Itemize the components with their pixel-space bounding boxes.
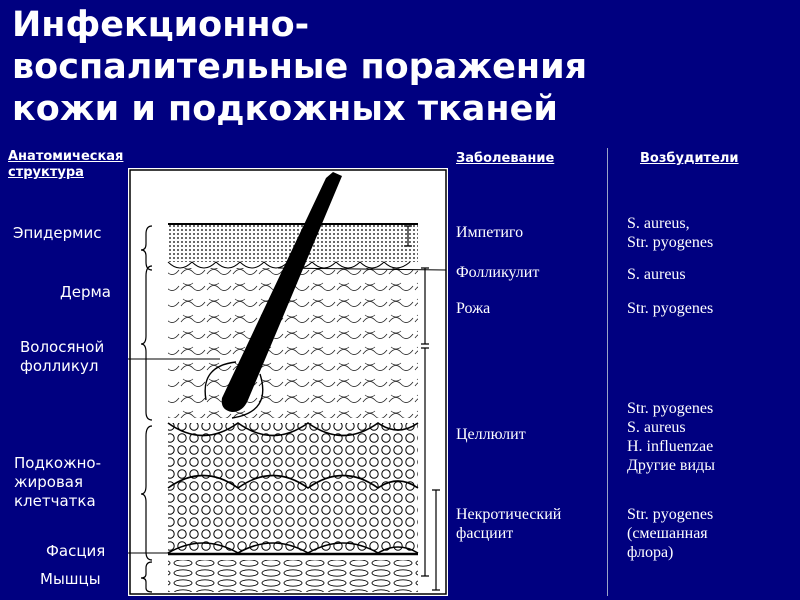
skin-cross-section-illustration bbox=[128, 168, 448, 596]
pathogens-necrotizing-fasciitis bbox=[627, 505, 713, 562]
header-anatomy-line-1: Анатомическая bbox=[8, 149, 124, 164]
title-line-2: воспалительные поражения bbox=[12, 47, 588, 87]
pathogens-folliculitis bbox=[627, 265, 686, 284]
disease-impetigo-line-1: Импетиго bbox=[456, 224, 524, 241]
disease-cellulitis bbox=[456, 425, 526, 444]
disease-erysipelas bbox=[456, 299, 490, 318]
disease-folliculitis bbox=[456, 263, 539, 282]
label-subcutaneous-fat-line-2: жировая bbox=[14, 473, 84, 491]
header-anatomy-line-2: структура bbox=[8, 165, 84, 180]
disease-folliculitis-line-1: Фолликулит bbox=[456, 264, 540, 281]
disease-cellulitis-line-1: Целлюлит bbox=[456, 426, 526, 443]
label-dermis: Дерма bbox=[60, 283, 111, 301]
disease-necrotizing-fasciitis-line-2: фасциит bbox=[456, 525, 514, 542]
title-line-3: кожи и подкожных тканей bbox=[12, 89, 558, 129]
pathogens-cellulitis bbox=[627, 399, 715, 475]
label-muscles: Мышцы bbox=[40, 570, 101, 588]
pathogens-necrotizing-fasciitis-line-1: Str. pyogenes bbox=[627, 506, 714, 523]
pathogens-necrotizing-fasciitis-line-3: флора) bbox=[627, 544, 674, 561]
pathogens-cellulitis-line-3: H. influenzae bbox=[627, 438, 714, 455]
pathogens-impetigo-line-2: Str. pyogenes bbox=[627, 234, 714, 251]
pathogens-impetigo-line-1: S. aureus, bbox=[627, 215, 690, 232]
header-anatomy bbox=[8, 149, 123, 181]
pathogens-cellulitis-line-4: Другие виды bbox=[627, 457, 715, 474]
label-subcutaneous-fat bbox=[14, 454, 101, 511]
label-hair-follicle bbox=[20, 338, 104, 376]
pathogens-folliculitis-line-1: S. aureus bbox=[627, 266, 686, 283]
page-title bbox=[12, 4, 792, 130]
header-pathogens: Возбудители bbox=[640, 151, 739, 166]
label-hair-follicle-line-2: фолликул bbox=[20, 357, 99, 375]
label-epidermis: Эпидермис bbox=[13, 224, 102, 242]
disease-necrotizing-fasciitis-line-1: Некротический bbox=[456, 506, 562, 523]
column-divider bbox=[607, 148, 608, 596]
pathogens-impetigo bbox=[627, 214, 713, 252]
pathogens-erysipelas-line-1: Str. pyogenes bbox=[627, 300, 714, 317]
label-subcutaneous-fat-line-1: Подкожно- bbox=[14, 454, 101, 472]
label-subcutaneous-fat-line-3: клетчатка bbox=[14, 492, 96, 510]
pathogens-erysipelas bbox=[627, 299, 713, 318]
pathogens-cellulitis-line-2: S. aureus bbox=[627, 419, 686, 436]
title-line-1: Инфекционно- bbox=[12, 5, 310, 45]
disease-necrotizing-fasciitis bbox=[456, 505, 561, 543]
label-hair-follicle-line-1: Волосяной bbox=[20, 338, 105, 356]
pathogens-cellulitis-line-1: Str. pyogenes bbox=[627, 400, 714, 417]
header-disease: Заболевание bbox=[456, 151, 555, 166]
label-fascia: Фасция bbox=[46, 542, 106, 560]
pathogens-necrotizing-fasciitis-line-2: (смешанная bbox=[627, 525, 708, 542]
disease-erysipelas-line-1: Рожа bbox=[456, 300, 491, 317]
disease-impetigo bbox=[456, 223, 523, 242]
